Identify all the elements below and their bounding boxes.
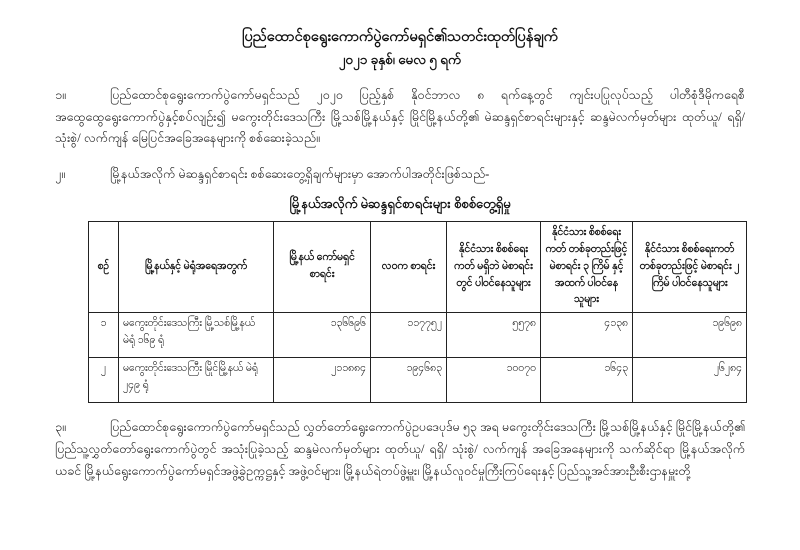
row2-township: မကွေးတိုင်းဒေသကြီး မြိုင်မြို့နယ် မဲရုံ ၂၄၉ ရုံ — [119, 358, 274, 403]
header-township-polling-stations: မြို့နယ်နှင့် မဲရုံအရေအတွက် — [119, 222, 274, 313]
header-two-times: နိုင်ငံသား စိစစ်ရေးကတ် တစ်ခုတည်းဖြင့် မဲစာရင်း ၂ ကြိမ် ပါဝင်နေသူများ — [633, 222, 747, 313]
paragraph-1-text: ပြည်ထောင်စုရွေးကောက်ပွဲကော်မရှင်သည် ၂၀၂၀ ပြည့်နှစ် နိုဝင်ဘာလ ၈ ရက်နေ့တွင် ကျင်းပပြုလုပ်သည့် ပါတီစုံဒီမိုကရေစီအထွေထွေရွေးကောက်ပွဲနှင့်စပ်လျဉ်း၍ မကွေးတိုင်းဒေသကြီး မြို့သစ်မြို့နယ်နှင့် မြိုင်မြို့နယ်တို့၏ မဲဆန္ဒရှင်စာရင်းများနှင့် ဆန္ဒမဲလက်မှတ်များ ထုတ်ယူ/ ရရှိ/ သုံးစွဲ/ လက်ကျန် မြေပြင်အခြေအနေများကို စစ်ဆေးခဲ့သည်။ — [55, 87, 745, 146]
row2-immigration-list: ၁၉၄၆၈၃ — [371, 358, 447, 403]
header-immigration-list: လဝက စာရင်း — [371, 222, 447, 313]
row1-serial: ၁ — [89, 313, 119, 358]
table-header-row — [89, 222, 747, 313]
header-three-or-more-times: နိုင်ငံသား စိစစ်ရေးကတ် တစ်ခုတည်းဖြင့် မဲစာရင်း ၃ ကြိမ် နှင့် အထက် ပါဝင်နေသူများ — [541, 222, 633, 313]
paragraph-3-number: ၃။ — [55, 420, 66, 435]
paragraph-2 — [55, 164, 745, 186]
table-row — [89, 313, 747, 358]
header-serial: စဉ် — [89, 222, 119, 313]
row2-three-or-more: ၁၆၄၃ — [541, 358, 633, 403]
row1-commission-list: ၁၃၆၆၉၆ — [274, 313, 371, 358]
row1-immigration-list: ၁၁၇၇၅၂ — [371, 313, 447, 358]
row2-no-card: ၁၀၀၇၀ — [447, 358, 541, 403]
table-title: မြို့နယ်အလိုက် မဲဆန္ဒရှင်စာရင်းများ စိစစ်တွေ့ရှိမှု — [289, 196, 511, 212]
paragraph-3 — [55, 417, 745, 483]
paragraph-1 — [55, 85, 745, 151]
row1-three-or-more: ၄၁၃၈ — [541, 313, 633, 358]
paragraph-1-number: ၁။ — [55, 87, 66, 102]
paragraph-2-number: ၂။ — [55, 167, 65, 182]
row2-two-times: ၂၆၂၈၄ — [633, 358, 747, 403]
row1-township: မကွေးတိုင်းဒေသကြီး မြို့သစ်မြို့နယ် မဲရုံ ၁၆၉ ရုံ — [119, 313, 274, 358]
row1-no-card: ၅၅၇၈ — [447, 313, 541, 358]
paragraph-2-text: မြို့နယ်အလိုက် မဲဆန္ဒရှင်စာရင်း စစ်ဆေးတွေ့ရှိချက်များမှာ အောက်ပါအတိုင်းဖြစ်သည်- — [110, 167, 490, 182]
voter-list-table — [88, 221, 747, 403]
header-commission-list: မြို့နယ် ကော်မရှင် စာရင်း — [274, 222, 371, 313]
row2-serial: ၂ — [89, 358, 119, 403]
header-no-citizenship-card: နိုင်ငံသား စိစစ်ရေးကတ် မရှိဘဲ မဲစာရင်းတွင် ပါဝင်နေသူများ — [447, 222, 541, 313]
paragraph-3-text: ပြည်ထောင်စုရွေးကောက်ပွဲကော်မရှင်သည် လွှတ်တော်ရွေးကောက်ပွဲဥပဒေပုဒ်မ ၅၃ အရ မကွေးတိုင်းဒေသကြီး မြို့သစ်မြို့နယ်နှင့် မြိုင်မြို့နယ်တို့၏ ပြည်သူ့လွှတ်တော်ရွေးကောက်ပွဲတွင် အသုံးပြုခဲ့သည့် ဆန္ဒမဲလက်မှတ်များ ထုတ်ယူ/ ရရှိ/ သုံးစွဲ/ လက်ကျန် အခြေအနေများကို သက်ဆိုင်ရာ မြို့နယ်အလိုက် ယခင် မြို့နယ်ရွေးကောက်ပွဲကော်မရှင်အဖွဲ့ခွဲဥက္ကဋ္ဌနှင့် အဖွဲ့ဝင်များ၊ မြို့နယ်ရဲတပ်ဖွဲ့မှူး၊ မြို့နယ်လူဝင်မှုကြီးကြပ်ရေးနှင့် ပြည်သူ့အင်အားဦးစီးဌာနမှူးတို့ — [55, 420, 745, 478]
row1-two-times: ၁၉၆၉၈ — [633, 313, 747, 358]
row2-commission-list: ၂၁၁၈၈၄ — [274, 358, 371, 403]
document-title: ပြည်ထောင်စုရွေးကောက်ပွဲကော်မရှင်၏သတင်းထုတ်ပြန်ချက် — [242, 29, 558, 45]
document-date: ၂၀၂၁ ခုနှစ်၊ မေလ ၅ ရက် — [338, 52, 462, 68]
table-row — [89, 358, 747, 403]
